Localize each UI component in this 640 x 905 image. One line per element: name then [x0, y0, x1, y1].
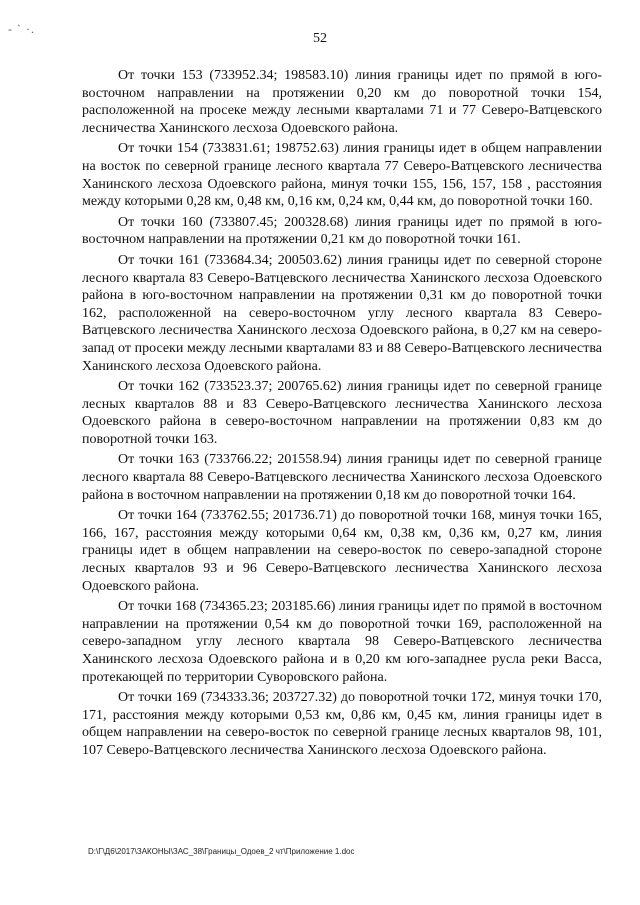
document-body — [82, 67, 602, 763]
scan-artifact-mark: - ` ·. — [8, 22, 35, 36]
paragraph-point-153: От точки 153 (733952.34; 198583.10) линия границы идет по прямой в юго-восточном направлении на протяжении 0,20 км до поворотной точки 154, расположенной на просеке между лесными кварталами 71 и 77 Северо-Ватцевского лесничества Ханинского лесхоза Одоевского района. — [82, 68, 602, 136]
paragraph-point-162: От точки 162 (733523.37; 200765.62) линия границы идет по северной границе лесных кварталов 88 и 83 Северо-Ватцевского лесничества Ханинского лесхоза Одоевского района в северо-восточном направлении на протяжении 0,83 км до поворотной точки 163. — [82, 379, 602, 447]
paragraph-point-154: От точки 154 (733831.61; 198752.63) линия границы идет в общем направлении на восток по северной границе лесного квартала 77 Северо-Ватцевского лесничества Ханинского лесхоза Одоевского района, минуя точки 155, 156, 157, 158 , расстояния между которыми 0,28 км, 0,48 км, 0,16 км, 0,24 км, 0,44 км, до поворотной точки 160. — [82, 141, 602, 210]
paragraph-point-160: От точки 160 (733807.45; 200328.68) линия границы идет по прямой в юго-восточном направлении на протяжении 0,21 км до поворотной точки 161. — [82, 214, 602, 248]
footer-file-path: D:\Г\Д6\2017\ЗАКОНЫ\ЗАС_38\Границы_Одоев_2 чт\Приложение 1.doc — [88, 847, 355, 856]
paragraph-point-169: От точки 169 (734333.36; 203727.32) до поворотной точки 172, минуя точки 170, 171, расстояния между которыми 0,53 км, 0,86 км, 0,45 км, линия границы идет в общем направлении на северо-восток по северной границе лесных кварталов 98, 101, 107 Северо-Ватцевского лесничества Ханинского лесхоза Одоевского района. — [82, 690, 602, 758]
paragraph-point-164: От точки 164 (733762.55; 201736.71) до поворотной точки 168, минуя точки 165, 166, 167, расстояния между которыми 0,64 км, 0,38 км, 0,36 км, 0,27 км, линия границы идет в общем направлении на северо-восток по северо-западной стороне лесных кварталов 93 и 96 Северо-Ватцевского лесничества Ханинского лесхоза Одоевского района. — [82, 508, 602, 594]
paragraph-point-163: От точки 163 (733766.22; 201558.94) линия границы идет по северной границе лесного квартала 88 Северо-Ватцевского лесничества Ханинского лесхоза Одоевского района в восточном направлении на протяжении 0,18 км до поворотной точки 164. — [82, 452, 602, 503]
page-number: 52 — [313, 31, 327, 46]
paragraph-point-168: От точки 168 (734365.23; 203185.66) линия границы идет по прямой в восточном направлении на протяжении 0,54 км до поворотной точки 169, расположенной на северо-западном углу лесного квартала 98 Северо-Ватцевского лесничества Ханинского лесхоза Одоевского района и в 0,20 км юго-западнее русла реки Васса, протекающей по территории Суворовского района. — [82, 599, 602, 685]
paragraph-point-161: От точки 161 (733684.34; 200503.62) линия границы идет по северной стороне лесного квартала 83 Северо-Ватцевского лесничества Ханинского лесхоза Одоевского района в юго-восточном направлении на протяжении 0,31 км до поворотной точки 162, расположенной на северо-восточном углу лесного квартала 83 Северо-Ватцевского лесничества Ханинского лесхоза Одоевского района, в 0,27 км на северо-запад от просеки между лесными кварталами 83 и 88 Северо-Ватцевского лесничества Ханинского лесхоза Одоевского района. — [82, 252, 602, 374]
